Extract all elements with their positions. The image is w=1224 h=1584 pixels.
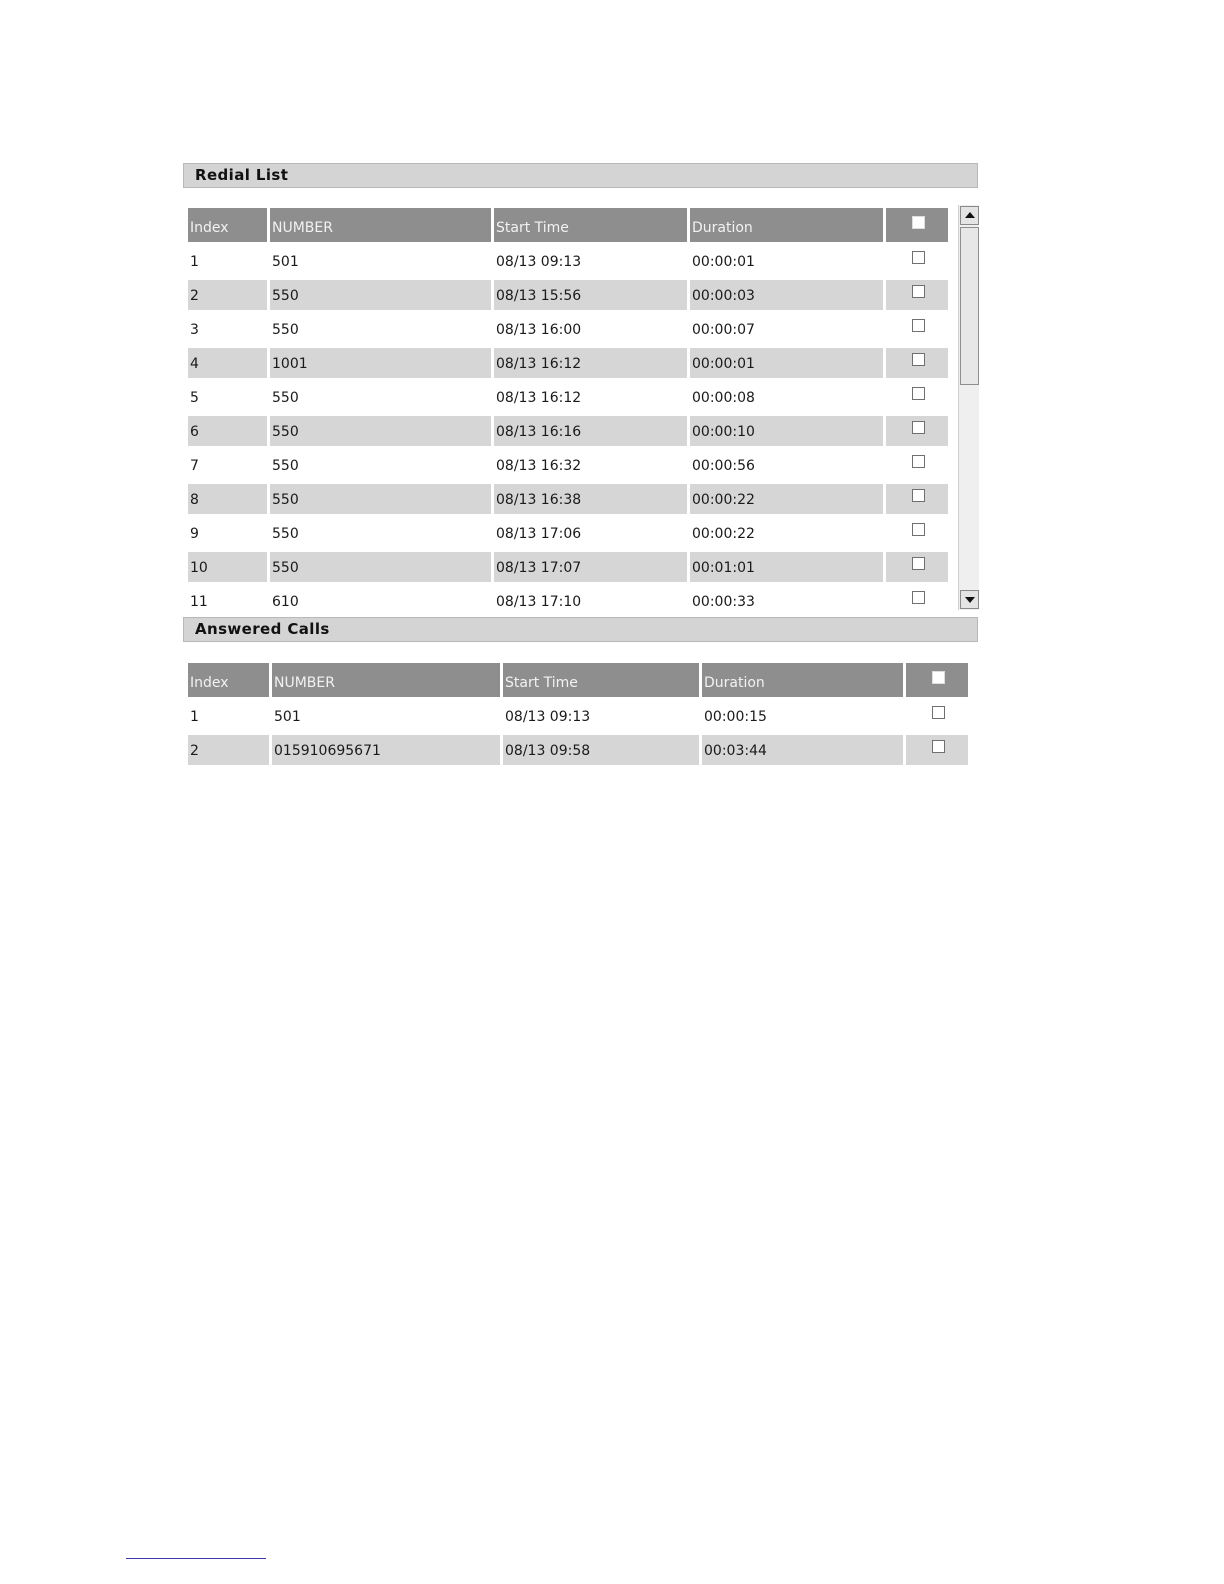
cell-select	[906, 735, 968, 765]
scroll-up-arrow-icon	[965, 212, 975, 218]
redial-scrollbar[interactable]	[958, 205, 979, 610]
column-header-number: NUMBER	[272, 663, 500, 697]
cell-start-time: 08/13 16:00	[494, 314, 687, 344]
cell-index: 3	[188, 314, 267, 344]
row-checkbox[interactable]	[912, 557, 925, 570]
cell-number: 550	[270, 518, 491, 548]
table-row[interactable]	[188, 586, 948, 610]
cell-index: 1	[188, 246, 267, 276]
answered-header-row	[188, 663, 968, 697]
row-checkbox[interactable]	[912, 319, 925, 332]
redial-header-row	[188, 208, 948, 242]
table-row[interactable]	[188, 382, 948, 412]
redial-table-body	[188, 246, 948, 610]
table-row[interactable]	[188, 416, 948, 446]
answered-table-body	[188, 701, 968, 765]
table-row[interactable]	[188, 484, 948, 514]
answered-calls-title: Answered Calls	[183, 617, 978, 642]
cell-select	[886, 348, 948, 378]
cell-number: 550	[270, 382, 491, 412]
cell-start-time: 08/13 17:06	[494, 518, 687, 548]
cell-duration: 00:01:01	[690, 552, 883, 582]
cell-duration: 00:00:15	[702, 701, 903, 731]
cell-index: 7	[188, 450, 267, 480]
cell-index: 2	[188, 735, 269, 765]
row-checkbox[interactable]	[912, 353, 925, 366]
cell-index: 10	[188, 552, 267, 582]
cell-select	[886, 586, 948, 610]
row-checkbox[interactable]	[912, 489, 925, 502]
table-row[interactable]	[188, 735, 968, 765]
cell-start-time: 08/13 16:16	[494, 416, 687, 446]
row-checkbox[interactable]	[932, 706, 945, 719]
cell-select	[886, 484, 948, 514]
cell-select	[906, 701, 968, 731]
row-checkbox[interactable]	[912, 285, 925, 298]
cell-duration: 00:00:22	[690, 518, 883, 548]
column-header-number: NUMBER	[270, 208, 491, 242]
cell-index: 4	[188, 348, 267, 378]
answered-calls-table	[186, 659, 971, 769]
cell-index: 5	[188, 382, 267, 412]
cell-start-time: 08/13 16:38	[494, 484, 687, 514]
row-checkbox[interactable]	[912, 455, 925, 468]
cell-duration: 00:00:33	[690, 586, 883, 610]
select-all-checkbox[interactable]	[932, 671, 945, 684]
cell-duration: 00:00:08	[690, 382, 883, 412]
column-header-duration: Duration	[702, 663, 903, 697]
redial-list-table	[186, 205, 951, 610]
cell-select	[886, 518, 948, 548]
cell-number: 015910695671	[272, 735, 500, 765]
row-checkbox[interactable]	[912, 251, 925, 264]
cell-select	[886, 314, 948, 344]
cell-number: 550	[270, 416, 491, 446]
column-header-index: Index	[188, 208, 267, 242]
cell-number: 550	[270, 484, 491, 514]
cell-duration: 00:00:01	[690, 246, 883, 276]
cell-number: 550	[270, 552, 491, 582]
cell-duration: 00:00:10	[690, 416, 883, 446]
cell-index: 1	[188, 701, 269, 731]
select-all-header	[906, 663, 968, 697]
table-row[interactable]	[188, 314, 948, 344]
cell-start-time: 08/13 09:13	[494, 246, 687, 276]
cell-select	[886, 450, 948, 480]
cell-index: 8	[188, 484, 267, 514]
cell-select	[886, 552, 948, 582]
select-all-header	[886, 208, 948, 242]
row-checkbox[interactable]	[912, 421, 925, 434]
cell-select	[886, 246, 948, 276]
redial-list-scroll-area[interactable]	[186, 205, 956, 610]
cell-index: 11	[188, 586, 267, 610]
cell-duration: 00:00:01	[690, 348, 883, 378]
cell-index: 9	[188, 518, 267, 548]
cell-start-time: 08/13 15:56	[494, 280, 687, 310]
cell-number: 1001	[270, 348, 491, 378]
redial-list-title: Redial List	[183, 163, 978, 188]
row-checkbox[interactable]	[932, 740, 945, 753]
cell-duration: 00:00:56	[690, 450, 883, 480]
row-checkbox[interactable]	[912, 591, 925, 604]
column-header-index: Index	[188, 663, 269, 697]
cell-number: 501	[270, 246, 491, 276]
cell-start-time: 08/13 16:32	[494, 450, 687, 480]
cell-index: 6	[188, 416, 267, 446]
cell-number: 550	[270, 314, 491, 344]
cell-select	[886, 416, 948, 446]
cell-start-time: 08/13 17:10	[494, 586, 687, 610]
cell-start-time: 08/13 09:58	[503, 735, 699, 765]
table-row[interactable]	[188, 450, 948, 480]
cell-index: 2	[188, 280, 267, 310]
cell-number: 610	[270, 586, 491, 610]
cell-select	[886, 280, 948, 310]
scroll-down-button[interactable]	[960, 590, 979, 609]
column-header-start-time: Start Time	[494, 208, 687, 242]
table-row[interactable]	[188, 348, 948, 378]
cell-number: 501	[272, 701, 500, 731]
cell-duration: 00:03:44	[702, 735, 903, 765]
column-header-duration: Duration	[690, 208, 883, 242]
row-checkbox[interactable]	[912, 523, 925, 536]
scroll-up-button[interactable]	[960, 206, 979, 225]
table-row[interactable]	[188, 280, 948, 310]
table-row[interactable]	[188, 518, 948, 548]
cell-start-time: 08/13 16:12	[494, 382, 687, 412]
cell-start-time: 08/13 17:07	[494, 552, 687, 582]
scroll-thumb[interactable]	[960, 227, 979, 385]
answered-calls-area	[186, 659, 978, 771]
footnote-rule	[126, 1558, 266, 1559]
table-row[interactable]	[188, 701, 968, 731]
row-checkbox[interactable]	[912, 387, 925, 400]
column-header-start-time: Start Time	[503, 663, 699, 697]
scroll-down-arrow-icon	[965, 597, 975, 603]
cell-start-time: 08/13 16:12	[494, 348, 687, 378]
cell-number: 550	[270, 450, 491, 480]
cell-number: 550	[270, 280, 491, 310]
select-all-checkbox[interactable]	[912, 216, 925, 229]
cell-select	[886, 382, 948, 412]
cell-start-time: 08/13 09:13	[503, 701, 699, 731]
cell-duration: 00:00:07	[690, 314, 883, 344]
cell-duration: 00:00:22	[690, 484, 883, 514]
cell-duration: 00:00:03	[690, 280, 883, 310]
table-row[interactable]	[188, 246, 948, 276]
table-row[interactable]	[188, 552, 948, 582]
